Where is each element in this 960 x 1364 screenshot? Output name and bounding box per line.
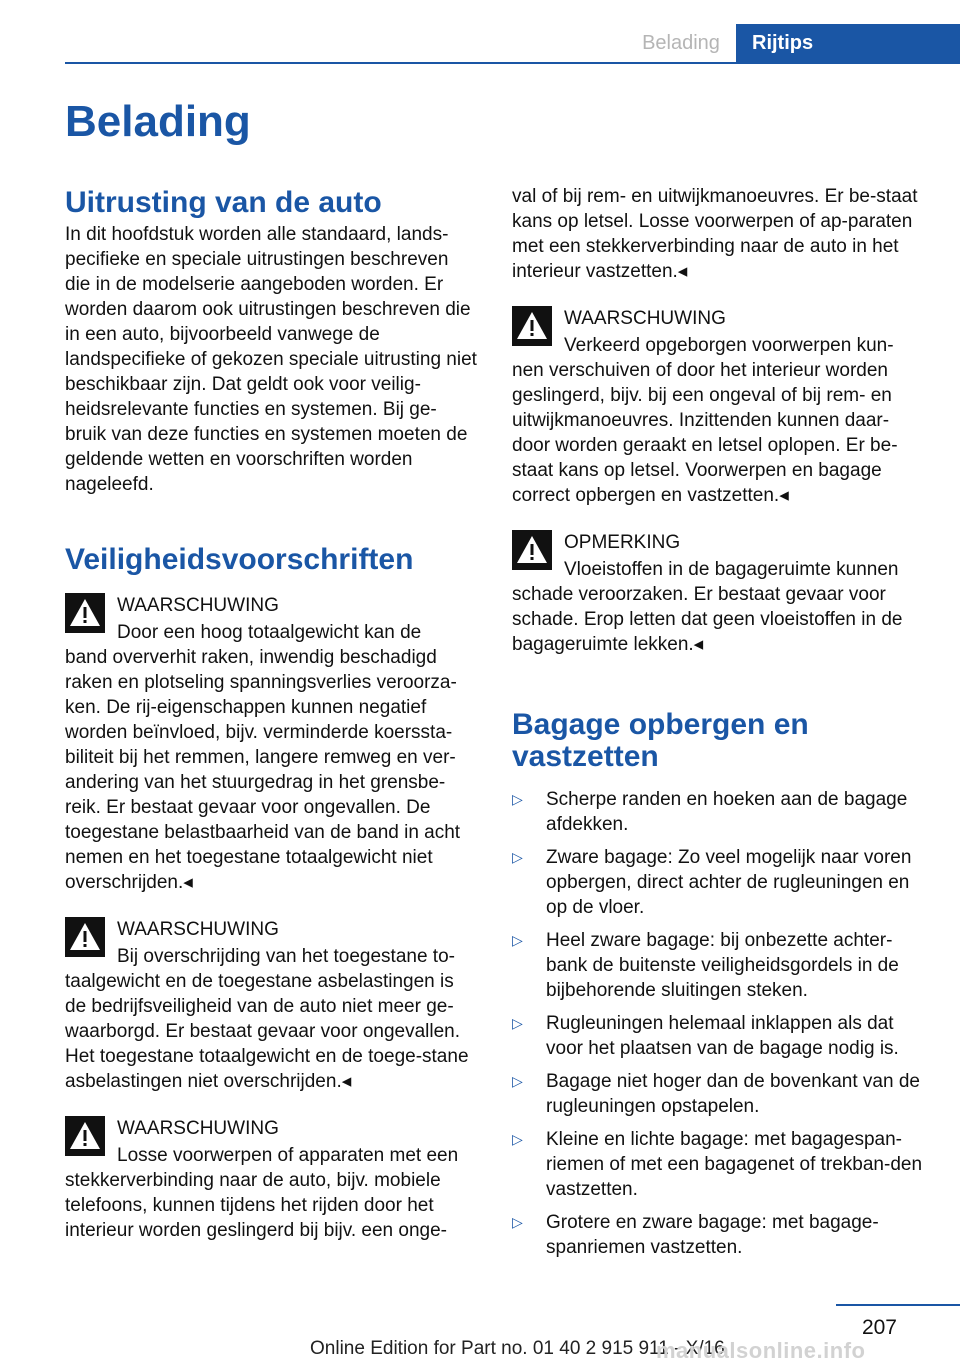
list-item-text: Bagage niet hoger dan de bovenkant van de rugleuningen opstapelen. [546, 1071, 920, 1117]
watermark: manualsonline.info [656, 1338, 866, 1363]
warning-first-line: Door een hoog totaalgewicht kan de [117, 622, 422, 643]
note-label: OPMERKING [564, 532, 681, 553]
list-item-text: Rugleuningen helemaal inklappen als dat voor het plaatsen van de bagage nodig is. [546, 1013, 899, 1059]
list-item-text: Heel zware bagage: bij onbezette achter-bank de buitenste veiligheidsgordels in de bijbehorende sluitingen steken. [546, 930, 899, 1001]
triangle-right-icon: ▷ [512, 849, 523, 865]
triangle-right-icon: ▷ [512, 1015, 523, 1031]
warning-text: taalgewicht en de toegestane asbelastingen is de bedrijfsveiligheid van de auto niet meer ge-waarborgd. Er bestaat gevaar voor ongevallen. Het toegestane totaalgewicht en de toege-stane asbelastingen niet overschrijden.◂ [65, 971, 469, 1092]
tab-rijtips[interactable]: Rijtips [736, 24, 960, 62]
warning-text-continued: val of bij rem- en uitwijkmanoeuvres. Er be-staat kans op letsel. Losse voorwerpen of ap-paraten met een stekkerverbinding naar de auto in het interieur vastzetten.◂ [512, 186, 918, 282]
section-body-uitrusting: In dit hoofdstuk worden alle standaard, lands-pecifieke en speciale uitrustingen beschreven die in de modelserie aangeboden worden. Er worden daarom ook uitrustingen beschreven die in een auto, bijvoorbeeld vanwege de landspecifieke of gekozen speciale uitrusting niet beschikbaar zijn. Dat geldt ook voor veilig-heidsrelevante functies en systemen. Bij ge-bruik van deze functies en systemen moeten de geldende wetten en voorschriften worden nageleefd. [65, 224, 477, 495]
bagage-list [512, 787, 926, 1260]
note-block [512, 528, 926, 657]
right-column [512, 184, 926, 1268]
section-title-veiligheid: Veiligheidsvoorschriften [65, 543, 414, 576]
note-first-line: Vloeistoffen in de bagageruimte kunnen [564, 559, 899, 580]
list-item-text: Kleine en lichte bagage: met bagagespan-riemen of met een bagagenet of trekban-den vastzetten. [546, 1129, 923, 1200]
list-item-text: Zware bagage: Zo veel mogelijk naar voren opbergen, direct achter de rugleuningen en op de vloer. [546, 847, 912, 918]
warning-text: stekkerverbinding naar de auto, bijv. mobiele telefoons, kunnen tijdens het rijden door het interieur worden geslingerd bij bijv. een onge- [65, 1170, 447, 1241]
triangle-right-icon: ▷ [512, 932, 523, 948]
list-item-text: Scherpe randen en hoeken aan de bagage afdekken. [546, 789, 908, 835]
warning-block [65, 591, 477, 895]
warning-block [65, 915, 477, 1094]
warning-triangle-icon [65, 917, 105, 957]
list-item [512, 787, 926, 837]
warning-label: WAARSCHUWING [564, 308, 726, 329]
list-item [512, 1011, 926, 1061]
tab-belading[interactable]: Belading [626, 24, 736, 62]
warning-text: nen verschuiven of door het interieur worden geslingerd, bijv. bij een ongeval of bij rem- en uitwijkmanoeuvres. Inzittenden kunnen daar-door worden geraakt en letsel oplopen. Er be-staat kans op letsel. Voorwerpen en bagage correct opbergen en vastzetten.◂ [512, 360, 898, 506]
edition-text: Online Edition for Part no. 01 40 2 915 911 - X/16 [310, 1338, 725, 1359]
list-item-text: Grotere en zware bagage: met bagage-spanriemen vastzetten. [546, 1212, 879, 1258]
warning-first-line: Verkeerd opgeborgen voorwerpen kun- [564, 335, 894, 356]
warning-triangle-icon [512, 306, 552, 346]
list-item [512, 1127, 926, 1202]
section-title-bagage: Bagage opbergen en vastzetten [512, 708, 809, 773]
warning-block [512, 304, 926, 508]
warning-triangle-icon [512, 530, 552, 570]
header-rule [65, 62, 960, 64]
triangle-right-icon: ▷ [512, 1073, 523, 1089]
page-title: Belading [65, 97, 251, 146]
warning-first-line: Bij overschrijding van het toegestane to- [117, 946, 455, 967]
warning-text: band oververhit raken, inwendig beschadigd raken en plotseling spanningsverlies veroorza-ken. De rij-eigenschappen kunnen negatief worden beïnvloed, bijv. verminderde koerssta-biliteit bij het remmen, langere remweg en ver-andering van het stuurgedrag in het grensbe-reik. Er bestaat gevaar voor ongevallen. De toegestane belastbaarheid van de band in acht nemen en het toegestane totaalgewicht niet overschrijden.◂ [65, 647, 461, 893]
warning-first-line: Losse voorwerpen of apparaten met een [117, 1145, 459, 1166]
header-tabs [626, 24, 960, 62]
left-column [65, 184, 477, 1243]
warning-block [65, 1114, 477, 1243]
warning-triangle-icon [65, 593, 105, 633]
footer-rule [836, 1304, 960, 1306]
list-item [512, 1069, 926, 1119]
triangle-right-icon: ▷ [512, 1131, 523, 1147]
warning-triangle-icon [65, 1116, 105, 1156]
triangle-right-icon: ▷ [512, 791, 523, 807]
note-text: schade veroorzaken. Er bestaat gevaar voor schade. Erop letten dat geen vloeistoffen in de bagageruimte lekken.◂ [512, 584, 903, 655]
triangle-right-icon: ▷ [512, 1214, 523, 1230]
warning-label: WAARSCHUWING [117, 919, 279, 940]
page-number: 207 [861, 1316, 897, 1339]
list-item [512, 1210, 926, 1260]
warning-label: WAARSCHUWING [117, 1118, 279, 1139]
section-title-uitrusting: Uitrusting van de auto [65, 186, 382, 219]
list-item [512, 845, 926, 920]
list-item [512, 928, 926, 1003]
warning-label: WAARSCHUWING [117, 595, 279, 616]
